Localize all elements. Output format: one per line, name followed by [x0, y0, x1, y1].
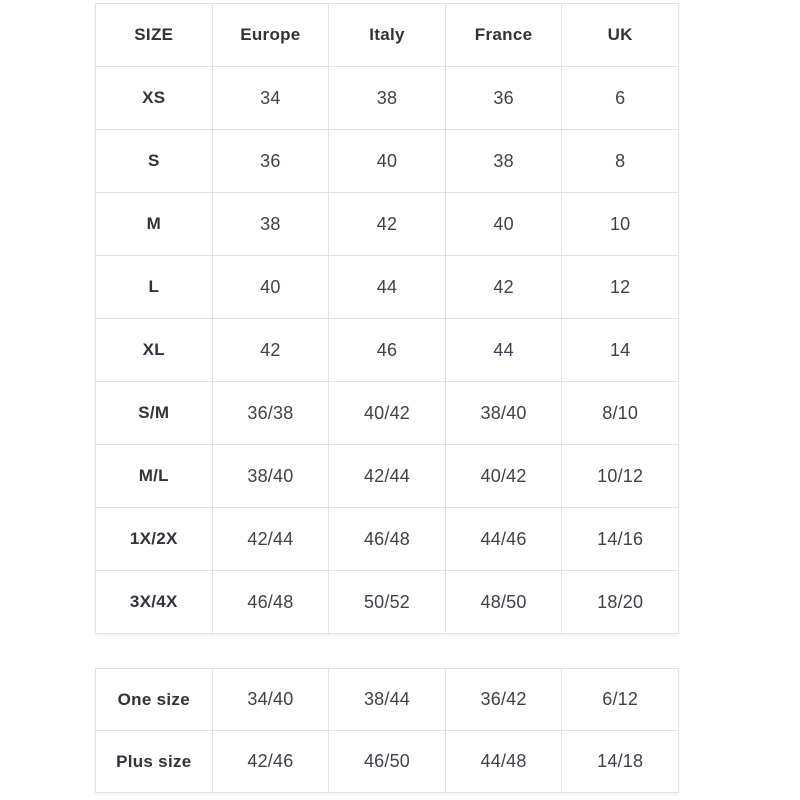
- column-header-cell: Italy: [329, 4, 446, 67]
- size-value-cell: 8/10: [562, 382, 679, 445]
- size-value-cell: 10: [562, 193, 679, 256]
- size-value-cell: 42: [329, 193, 446, 256]
- size-value-cell: 36: [212, 130, 329, 193]
- size-value-cell: 14: [562, 319, 679, 382]
- table-row: [96, 382, 679, 445]
- table-row: [96, 193, 679, 256]
- size-value-cell: 40/42: [329, 382, 446, 445]
- size-value-cell: 40: [329, 130, 446, 193]
- size-value-cell: 38: [212, 193, 329, 256]
- size-value-cell: 40/42: [445, 445, 562, 508]
- table-row: [96, 67, 679, 130]
- size-value-cell: 46: [329, 319, 446, 382]
- size-value-cell: 36/38: [212, 382, 329, 445]
- size-label-cell: XL: [96, 319, 213, 382]
- table-row: [96, 508, 679, 571]
- size-label-cell: 1X/2X: [96, 508, 213, 571]
- size-value-cell: 8: [562, 130, 679, 193]
- size-label-cell: M/L: [96, 445, 213, 508]
- size-table-body: [96, 67, 679, 634]
- size-label-cell: One size: [96, 669, 213, 731]
- size-value-cell: 42: [212, 319, 329, 382]
- size-value-cell: 44: [329, 256, 446, 319]
- size-value-cell: 44/46: [445, 508, 562, 571]
- column-header-cell: France: [445, 4, 562, 67]
- size-value-cell: 34: [212, 67, 329, 130]
- size-value-cell: 10/12: [562, 445, 679, 508]
- size-value-cell: 46/48: [212, 571, 329, 634]
- size-value-cell: 14/18: [562, 731, 679, 793]
- column-header-cell: SIZE: [96, 4, 213, 67]
- size-value-cell: 12: [562, 256, 679, 319]
- size-label-cell: Plus size: [96, 731, 213, 793]
- size-value-cell: 14/16: [562, 508, 679, 571]
- size-value-cell: 42/44: [329, 445, 446, 508]
- size-value-cell: 38/40: [445, 382, 562, 445]
- size-value-cell: 42/44: [212, 508, 329, 571]
- size-value-cell: 40: [212, 256, 329, 319]
- size-label-cell: M: [96, 193, 213, 256]
- size-value-cell: 50/52: [329, 571, 446, 634]
- size-value-cell: 38: [445, 130, 562, 193]
- size-conversion-table: [95, 3, 679, 634]
- size-label-cell: S: [96, 130, 213, 193]
- size-value-cell: 38: [329, 67, 446, 130]
- special-table-body: [96, 669, 679, 793]
- table-row: [96, 731, 679, 793]
- size-label-cell: L: [96, 256, 213, 319]
- size-label-cell: S/M: [96, 382, 213, 445]
- table-row: [96, 669, 679, 731]
- size-value-cell: 34/40: [212, 669, 329, 731]
- size-value-cell: 38/40: [212, 445, 329, 508]
- size-value-cell: 18/20: [562, 571, 679, 634]
- special-sizes-table: [95, 668, 679, 793]
- size-value-cell: 42: [445, 256, 562, 319]
- size-label-cell: 3X/4X: [96, 571, 213, 634]
- size-value-cell: 42/46: [212, 731, 329, 793]
- tables-wrap: [95, 3, 679, 793]
- table-row: [96, 319, 679, 382]
- size-label-cell: XS: [96, 67, 213, 130]
- table-row: [96, 571, 679, 634]
- column-header-cell: Europe: [212, 4, 329, 67]
- size-value-cell: 44: [445, 319, 562, 382]
- table-row: [96, 130, 679, 193]
- size-value-cell: 48/50: [445, 571, 562, 634]
- size-value-cell: 36: [445, 67, 562, 130]
- size-value-cell: 40: [445, 193, 562, 256]
- size-value-cell: 44/48: [445, 731, 562, 793]
- size-value-cell: 6/12: [562, 669, 679, 731]
- size-value-cell: 46/48: [329, 508, 446, 571]
- size-table-header: [96, 4, 679, 67]
- size-value-cell: 36/42: [445, 669, 562, 731]
- size-value-cell: 38/44: [329, 669, 446, 731]
- size-value-cell: 46/50: [329, 731, 446, 793]
- table-row: [96, 256, 679, 319]
- column-header-cell: UK: [562, 4, 679, 67]
- size-value-cell: 6: [562, 67, 679, 130]
- table-row: [96, 445, 679, 508]
- table-header-row: [96, 4, 679, 67]
